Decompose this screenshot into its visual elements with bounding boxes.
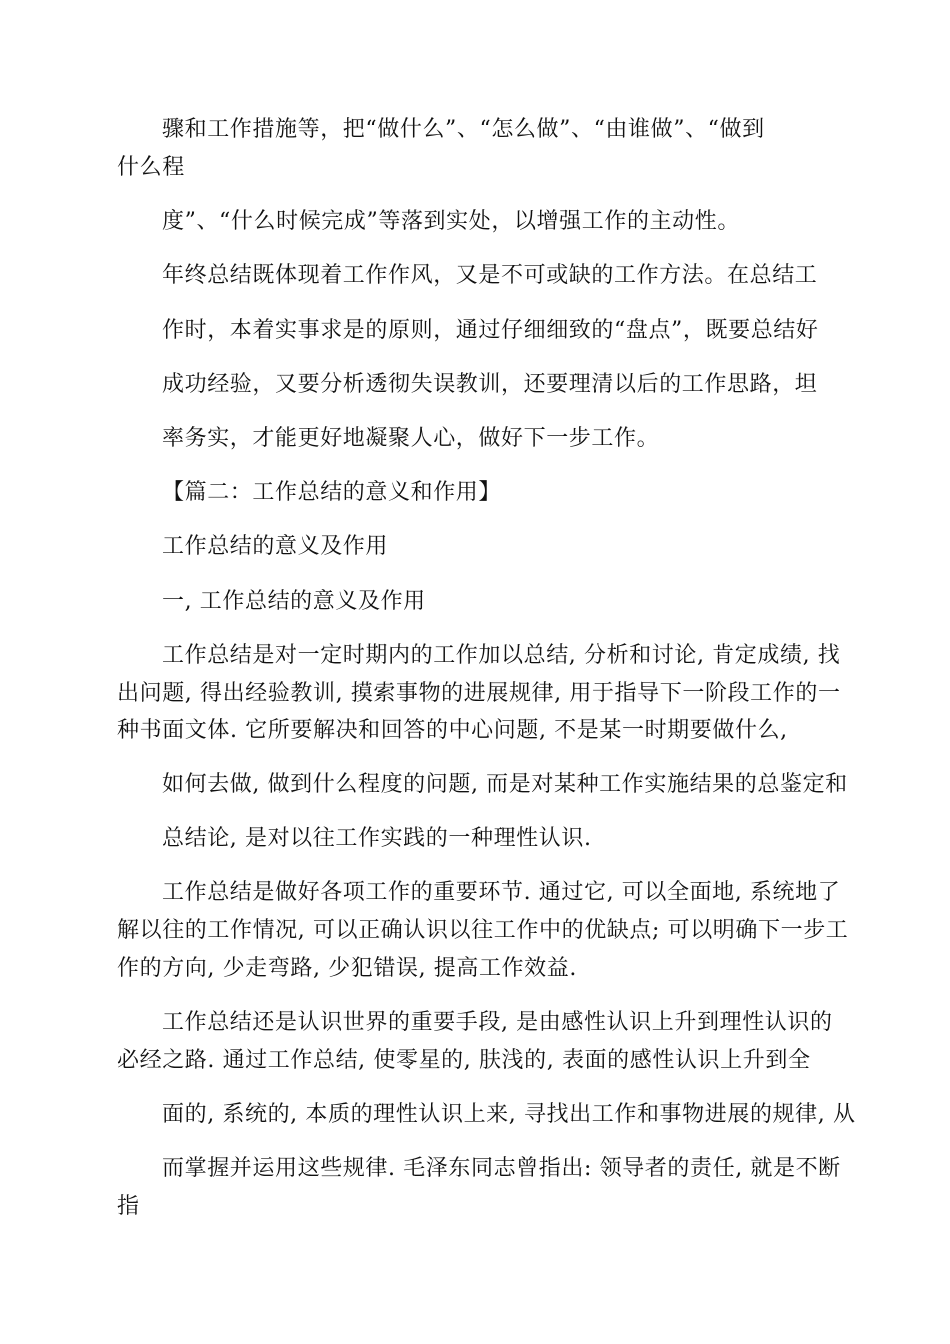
- text-line: 骤和工作措施等，把“做什么”、“怎么做”、“由谁做”、“做到: [162, 117, 765, 142]
- section-heading: 【篇二：工作总结的意义和作用】: [162, 480, 502, 505]
- text-line: 出问题, 得出经验教训, 摸索事物的进展规律, 用于指导下一阶段工作的一: [117, 681, 841, 706]
- text-line: 率务实，才能更好地凝聚人心，做好下一步工作。: [162, 426, 660, 451]
- text-line: 种书面文体. 它所要解决和回答的中心问题, 不是某一时期要做什么,: [117, 718, 788, 743]
- text-line: 如何去做, 做到什么程度的问题, 而是对某种工作实施结果的总鉴定和: [162, 772, 848, 797]
- text-line: 工作总结是做好各项工作的重要环节. 通过它, 可以全面地, 系统地了: [162, 880, 841, 905]
- subheading: 工作总结的意义及作用: [162, 534, 389, 559]
- text-line: 作时，本着实事求是的原则，通过仔细细致的“盘点”，既要总结好: [162, 318, 819, 343]
- text-line: 解以往的工作情况, 可以正确认识以往工作中的优缺点; 可以明确下一步工: [117, 918, 849, 943]
- text-line: 工作总结还是认识世界的重要手段, 是由感性认识上升到理性认识的: [162, 1010, 833, 1035]
- text-line: 总结论, 是对以往工作实践的一种理性认识.: [162, 826, 592, 851]
- text-line: 必经之路. 通过工作总结, 使零星的, 肤浅的, 表面的感性认识上升到全: [117, 1048, 811, 1073]
- text-line: 指: [117, 1194, 140, 1219]
- text-line: 度”、“什么时候完成”等落到实处，以增强工作的主动性。: [162, 209, 740, 234]
- subheading: 一, 工作总结的意义及作用: [162, 589, 426, 614]
- text-line: 成功经验，又要分析透彻失误教训，还要理清以后的工作思路，坦: [162, 372, 818, 397]
- text-line: 作的方向, 少走弯路, 少犯错误, 提高工作效益.: [117, 956, 577, 981]
- text-line: 年终总结既体现着工作作风，又是不可或缺的工作方法。在总结工: [162, 263, 818, 288]
- text-line: 什么程: [117, 155, 185, 180]
- text-line: 工作总结是对一定时期内的工作加以总结, 分析和讨论, 肯定成绩, 找: [162, 643, 841, 668]
- text-line: 而掌握并运用这些规律. 毛泽东同志曾指出: 领导者的责任, 就是不断: [162, 1156, 841, 1181]
- text-line: 面的, 系统的, 本质的理性认识上来, 寻找出工作和事物进展的规律, 从: [162, 1102, 856, 1127]
